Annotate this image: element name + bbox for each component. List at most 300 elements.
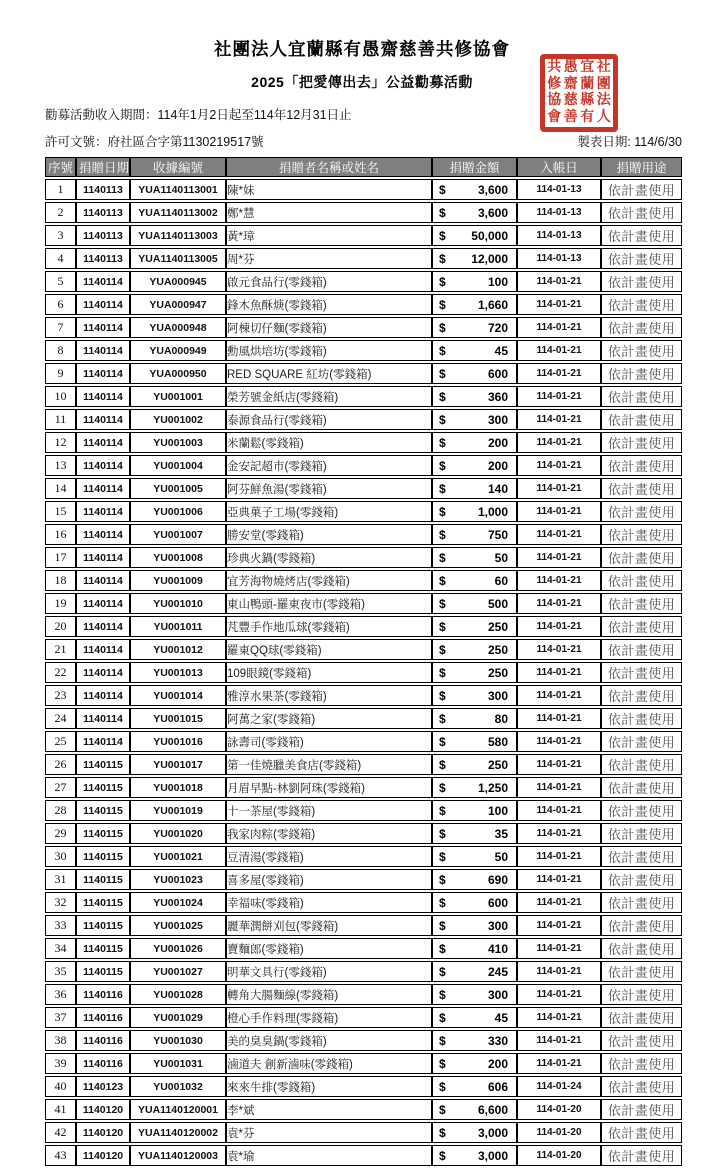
receipt-number: YU001011 [130, 616, 226, 637]
receipt-number: YU001020 [130, 823, 226, 844]
currency-symbol: $ [439, 849, 446, 864]
donation-amount [432, 593, 517, 614]
amount-value: 100 [487, 274, 508, 289]
donation-amount [432, 1099, 517, 1120]
table-body [45, 179, 682, 1166]
table-row [45, 547, 682, 568]
table-row [45, 317, 682, 338]
receipt-number: YU001025 [130, 915, 226, 936]
currency-symbol: $ [439, 412, 446, 427]
table-row [45, 892, 682, 913]
currency-symbol: $ [439, 826, 446, 841]
row-number: 27 [45, 777, 76, 798]
currency-symbol: $ [439, 527, 446, 542]
donation-amount [432, 708, 517, 729]
donation-date: 1140120 [76, 1122, 130, 1143]
table-row [45, 685, 682, 706]
receipt-number: YUA1140113001 [130, 179, 226, 200]
donation-usage: 依計畫使用 [601, 777, 682, 798]
row-number: 16 [45, 524, 76, 545]
donation-table [45, 155, 682, 1168]
posted-date: 114-01-21 [517, 317, 601, 338]
donation-amount [432, 961, 517, 982]
receipt-number: YUA1140120001 [130, 1099, 226, 1120]
amount-value: 250 [487, 757, 508, 772]
donation-amount [432, 386, 517, 407]
table-row [45, 639, 682, 660]
receipt-number: YU001005 [130, 478, 226, 499]
donor-name: 榮芳號金紙店(零錢箱) [226, 386, 432, 407]
row-number: 14 [45, 478, 76, 499]
table-row [45, 1122, 682, 1143]
receipt-number: YU001012 [130, 639, 226, 660]
table-row [45, 432, 682, 453]
amount-value: 250 [487, 665, 508, 680]
row-number: 26 [45, 754, 76, 775]
currency-symbol: $ [439, 1125, 446, 1140]
donation-date: 1140120 [76, 1099, 130, 1120]
row-number: 9 [45, 363, 76, 384]
donor-name: 東山鴨頭-羅東夜市(零錢箱) [226, 593, 432, 614]
amount-value: 600 [487, 895, 508, 910]
donor-name: 袁*芬 [226, 1122, 432, 1143]
donor-name: 幸福味(零錢箱) [226, 892, 432, 913]
donation-date: 1140114 [76, 501, 130, 522]
receipt-number: YU001003 [130, 432, 226, 453]
posted-date: 114-01-21 [517, 938, 601, 959]
receipt-number: YU001023 [130, 869, 226, 890]
donor-name: 黃*璋 [226, 225, 432, 246]
column-header: 捐贈金額 [432, 157, 517, 177]
donor-name: 李*斌 [226, 1099, 432, 1120]
donation-date: 1140115 [76, 892, 130, 913]
column-header: 序號 [45, 157, 76, 177]
donation-amount [432, 363, 517, 384]
donation-usage: 依計畫使用 [601, 961, 682, 982]
amount-value: 200 [487, 458, 508, 473]
receipt-number: YUA1140113003 [130, 225, 226, 246]
posted-date: 114-01-21 [517, 777, 601, 798]
posted-date: 114-01-21 [517, 271, 601, 292]
donation-amount [432, 179, 517, 200]
donor-name: 珍典火鍋(零錢箱) [226, 547, 432, 568]
seal-character: 齋 [563, 76, 578, 92]
posted-date: 114-01-20 [517, 1145, 601, 1166]
donation-date: 1140114 [76, 340, 130, 361]
currency-symbol: $ [439, 320, 446, 335]
donation-amount [432, 731, 517, 752]
donation-usage: 依計畫使用 [601, 869, 682, 890]
table-row [45, 1053, 682, 1074]
receipt-number: YU001028 [130, 984, 226, 1005]
currency-symbol: $ [439, 872, 446, 887]
amount-value: 500 [487, 596, 508, 611]
donor-name: 賣麵郎(零錢箱) [226, 938, 432, 959]
currency-symbol: $ [439, 297, 446, 312]
amount-value: 45 [494, 1010, 508, 1025]
currency-symbol: $ [439, 619, 446, 634]
amount-value: 3,000 [477, 1125, 508, 1140]
row-number: 23 [45, 685, 76, 706]
posted-date: 114-01-24 [517, 1076, 601, 1097]
donation-usage: 依計畫使用 [601, 915, 682, 936]
amount-value: 1,660 [477, 297, 508, 312]
donor-name: 鄭*慧 [226, 202, 432, 223]
seal-character: 會 [547, 109, 562, 125]
posted-date: 114-01-13 [517, 225, 601, 246]
posted-date: 114-01-21 [517, 547, 601, 568]
donation-usage: 依計畫使用 [601, 294, 682, 315]
donation-date: 1140114 [76, 616, 130, 637]
donation-amount [432, 639, 517, 660]
receipt-number: YUA000945 [130, 271, 226, 292]
table-row [45, 616, 682, 637]
receipt-number: YU001024 [130, 892, 226, 913]
seal-character: 人 [596, 109, 611, 125]
posted-date: 114-01-20 [517, 1099, 601, 1120]
amount-value: 410 [487, 941, 508, 956]
donation-usage: 依計畫使用 [601, 478, 682, 499]
amount-value: 1,250 [477, 780, 508, 795]
receipt-number: YU001010 [130, 593, 226, 614]
row-number: 25 [45, 731, 76, 752]
donation-amount [432, 409, 517, 430]
row-number: 31 [45, 869, 76, 890]
row-number: 36 [45, 984, 76, 1005]
donation-usage: 依計畫使用 [601, 731, 682, 752]
receipt-number: YUA1140120002 [130, 1122, 226, 1143]
donation-date: 1140115 [76, 754, 130, 775]
seal-character: 社 [596, 60, 611, 75]
amount-value: 50 [494, 849, 508, 864]
receipt-number: YU001006 [130, 501, 226, 522]
currency-symbol: $ [439, 1102, 446, 1117]
donation-usage: 依計畫使用 [601, 892, 682, 913]
row-number: 5 [45, 271, 76, 292]
row-number: 40 [45, 1076, 76, 1097]
table-row [45, 961, 682, 982]
donation-date: 1140115 [76, 846, 130, 867]
donation-date: 1140114 [76, 271, 130, 292]
seal-character: 共 [547, 60, 562, 75]
donation-usage: 依計畫使用 [601, 409, 682, 430]
donation-usage: 依計畫使用 [601, 1030, 682, 1051]
currency-symbol: $ [439, 1033, 446, 1048]
posted-date: 114-01-21 [517, 915, 601, 936]
currency-symbol: $ [439, 987, 446, 1002]
donation-usage: 依計畫使用 [601, 1122, 682, 1143]
table-row [45, 1007, 682, 1028]
donation-report-page [0, 36, 724, 1164]
donor-name: 阿芬鮮魚湯(零錢箱) [226, 478, 432, 499]
table-header-row [45, 157, 682, 177]
currency-symbol: $ [439, 458, 446, 473]
currency-symbol: $ [439, 895, 446, 910]
donation-date: 1140115 [76, 961, 130, 982]
amount-value: 3,600 [477, 182, 508, 197]
donation-date: 1140114 [76, 363, 130, 384]
donation-amount [432, 455, 517, 476]
donation-amount [432, 892, 517, 913]
donation-usage: 依計畫使用 [601, 754, 682, 775]
row-number: 10 [45, 386, 76, 407]
posted-date: 114-01-21 [517, 892, 601, 913]
donation-date: 1140114 [76, 570, 130, 591]
donation-amount [432, 547, 517, 568]
row-number: 7 [45, 317, 76, 338]
donor-name: 來來牛排(零錢箱) [226, 1076, 432, 1097]
table-row [45, 593, 682, 614]
donation-usage: 依計畫使用 [601, 938, 682, 959]
amount-value: 300 [487, 987, 508, 1002]
donation-date: 1140114 [76, 432, 130, 453]
donation-amount [432, 340, 517, 361]
receipt-number: YU001029 [130, 1007, 226, 1028]
column-header: 捐贈者名稱或姓名 [226, 157, 432, 177]
posted-date: 114-01-21 [517, 823, 601, 844]
currency-symbol: $ [439, 757, 446, 772]
amount-value: 300 [487, 412, 508, 427]
currency-symbol: $ [439, 435, 446, 450]
currency-symbol: $ [439, 642, 446, 657]
receipt-number: YUA1140113002 [130, 202, 226, 223]
donation-amount [432, 225, 517, 246]
receipt-number: YU001016 [130, 731, 226, 752]
amount-value: 6,600 [477, 1102, 508, 1117]
posted-date: 114-01-21 [517, 1007, 601, 1028]
row-number: 17 [45, 547, 76, 568]
posted-date: 114-01-21 [517, 478, 601, 499]
donor-name: 亞典菓子工場(零錢箱) [226, 501, 432, 522]
posted-date: 114-01-21 [517, 731, 601, 752]
donation-amount [432, 754, 517, 775]
posted-date: 114-01-21 [517, 869, 601, 890]
row-number: 20 [45, 616, 76, 637]
amount-value: 140 [487, 481, 508, 496]
table-row [45, 938, 682, 959]
donation-date: 1140114 [76, 455, 130, 476]
currency-symbol: $ [439, 550, 446, 565]
receipt-number: YUA000949 [130, 340, 226, 361]
donation-amount [432, 869, 517, 890]
currency-symbol: $ [439, 1079, 446, 1094]
donor-name: 月眉早點-林劉阿珠(零錢箱) [226, 777, 432, 798]
donor-name: 雅淳水果茶(零錢箱) [226, 685, 432, 706]
donation-date: 1140114 [76, 593, 130, 614]
table-row [45, 1076, 682, 1097]
table-row [45, 501, 682, 522]
posted-date: 114-01-21 [517, 593, 601, 614]
receipt-number: YUA000947 [130, 294, 226, 315]
donation-amount [432, 1053, 517, 1074]
table-row [45, 846, 682, 867]
donation-usage: 依計畫使用 [601, 1053, 682, 1074]
table-row [45, 340, 682, 361]
donation-usage: 依計畫使用 [601, 984, 682, 1005]
posted-date: 114-01-21 [517, 616, 601, 637]
row-number: 35 [45, 961, 76, 982]
amount-value: 720 [487, 320, 508, 335]
posted-date: 114-01-21 [517, 984, 601, 1005]
donation-amount [432, 248, 517, 269]
donation-date: 1140113 [76, 225, 130, 246]
donation-date: 1140113 [76, 179, 130, 200]
receipt-number: YU001014 [130, 685, 226, 706]
donation-usage: 依計畫使用 [601, 846, 682, 867]
row-number: 41 [45, 1099, 76, 1120]
amount-value: 330 [487, 1033, 508, 1048]
donation-usage: 依計畫使用 [601, 662, 682, 683]
donation-date: 1140115 [76, 915, 130, 936]
seal-character: 善 [563, 109, 578, 125]
donation-amount [432, 202, 517, 223]
row-number: 33 [45, 915, 76, 936]
posted-date: 114-01-21 [517, 846, 601, 867]
receipt-number: YU001009 [130, 570, 226, 591]
receipt-number: YU001001 [130, 386, 226, 407]
donation-usage: 依計畫使用 [601, 823, 682, 844]
row-number: 24 [45, 708, 76, 729]
donation-usage: 依計畫使用 [601, 616, 682, 637]
permit-number: 許可文號：府社區合字第1130219517號 [45, 135, 264, 149]
donor-name: 阿棟切仔麵(零錢箱) [226, 317, 432, 338]
row-number: 30 [45, 846, 76, 867]
donor-name: 109眼鏡(零錢箱) [226, 662, 432, 683]
posted-date: 114-01-21 [517, 409, 601, 430]
donation-usage: 依計畫使用 [601, 800, 682, 821]
receipt-number: YUA1140113005 [130, 248, 226, 269]
receipt-number: YU001017 [130, 754, 226, 775]
amount-value: 300 [487, 688, 508, 703]
donor-name: 轉角大腸麵線(零錢箱) [226, 984, 432, 1005]
row-number: 19 [45, 593, 76, 614]
amount-value: 750 [487, 527, 508, 542]
currency-symbol: $ [439, 734, 446, 749]
table-row [45, 800, 682, 821]
amount-value: 360 [487, 389, 508, 404]
table-row [45, 984, 682, 1005]
posted-date: 114-01-13 [517, 179, 601, 200]
donation-amount [432, 1007, 517, 1028]
amount-value: 3,600 [477, 205, 508, 220]
donation-date: 1140114 [76, 317, 130, 338]
amount-value: 300 [487, 918, 508, 933]
posted-date: 114-01-21 [517, 501, 601, 522]
row-number: 39 [45, 1053, 76, 1074]
table-row [45, 524, 682, 545]
amount-value: 100 [487, 803, 508, 818]
donation-date: 1140114 [76, 685, 130, 706]
receipt-number: YU001008 [130, 547, 226, 568]
seal-character: 縣 [580, 93, 595, 108]
row-number: 37 [45, 1007, 76, 1028]
posted-date: 114-01-20 [517, 1122, 601, 1143]
table-row [45, 248, 682, 269]
table-row [45, 271, 682, 292]
posted-date: 114-01-21 [517, 685, 601, 706]
currency-symbol: $ [439, 205, 446, 220]
donor-name: 勳風烘培坊(零錢箱) [226, 340, 432, 361]
row-number: 15 [45, 501, 76, 522]
donation-amount [432, 1122, 517, 1143]
donation-date: 1140116 [76, 1030, 130, 1051]
donor-name: 麗華潤餅刈包(零錢箱) [226, 915, 432, 936]
table-row [45, 409, 682, 430]
posted-date: 114-01-21 [517, 961, 601, 982]
donation-usage: 依計畫使用 [601, 248, 682, 269]
amount-value: 1,000 [477, 504, 508, 519]
row-number: 28 [45, 800, 76, 821]
donation-amount [432, 662, 517, 683]
donation-date: 1140114 [76, 294, 130, 315]
donation-amount [432, 294, 517, 315]
seal-character: 宜 [580, 60, 595, 75]
donation-usage: 依計畫使用 [601, 547, 682, 568]
donation-usage: 依計畫使用 [601, 1007, 682, 1028]
amount-value: 50 [494, 550, 508, 565]
table-row [45, 225, 682, 246]
posted-date: 114-01-21 [517, 363, 601, 384]
row-number: 3 [45, 225, 76, 246]
currency-symbol: $ [439, 366, 446, 381]
donation-date: 1140115 [76, 938, 130, 959]
donor-name: 十一茶屋(零錢箱) [226, 800, 432, 821]
currency-symbol: $ [439, 665, 446, 680]
posted-date: 114-01-21 [517, 1030, 601, 1051]
donor-name: 豆清湯(零錢箱) [226, 846, 432, 867]
currency-symbol: $ [439, 596, 446, 611]
row-number: 18 [45, 570, 76, 591]
donation-usage: 依計畫使用 [601, 271, 682, 292]
amount-value: 200 [487, 1056, 508, 1071]
donor-name: 美的臭臭鍋(零錢箱) [226, 1030, 432, 1051]
posted-date: 114-01-21 [517, 639, 601, 660]
row-number: 12 [45, 432, 76, 453]
donation-amount [432, 823, 517, 844]
posted-date: 114-01-21 [517, 800, 601, 821]
donation-usage: 依計畫使用 [601, 179, 682, 200]
donation-date: 1140113 [76, 248, 130, 269]
posted-date: 114-01-21 [517, 294, 601, 315]
row-number: 43 [45, 1145, 76, 1166]
donor-name: 袁*瑜 [226, 1145, 432, 1166]
row-number: 4 [45, 248, 76, 269]
receipt-number: YU001015 [130, 708, 226, 729]
table-row [45, 294, 682, 315]
currency-symbol: $ [439, 964, 446, 979]
donation-usage: 依計畫使用 [601, 455, 682, 476]
donation-date: 1140113 [76, 202, 130, 223]
posted-date: 114-01-13 [517, 202, 601, 223]
donation-date: 1140114 [76, 731, 130, 752]
donation-amount [432, 432, 517, 453]
table-row [45, 455, 682, 476]
posted-date: 114-01-21 [517, 386, 601, 407]
donation-usage: 依計畫使用 [601, 202, 682, 223]
donation-date: 1140115 [76, 777, 130, 798]
donation-date: 1140115 [76, 800, 130, 821]
currency-symbol: $ [439, 504, 446, 519]
currency-symbol: $ [439, 688, 446, 703]
currency-symbol: $ [439, 343, 446, 358]
donation-usage: 依計畫使用 [601, 1099, 682, 1120]
currency-symbol: $ [439, 918, 446, 933]
table-row [45, 754, 682, 775]
amount-value: 45 [494, 343, 508, 358]
currency-symbol: $ [439, 573, 446, 588]
table-row [45, 1145, 682, 1166]
donation-usage: 依計畫使用 [601, 386, 682, 407]
